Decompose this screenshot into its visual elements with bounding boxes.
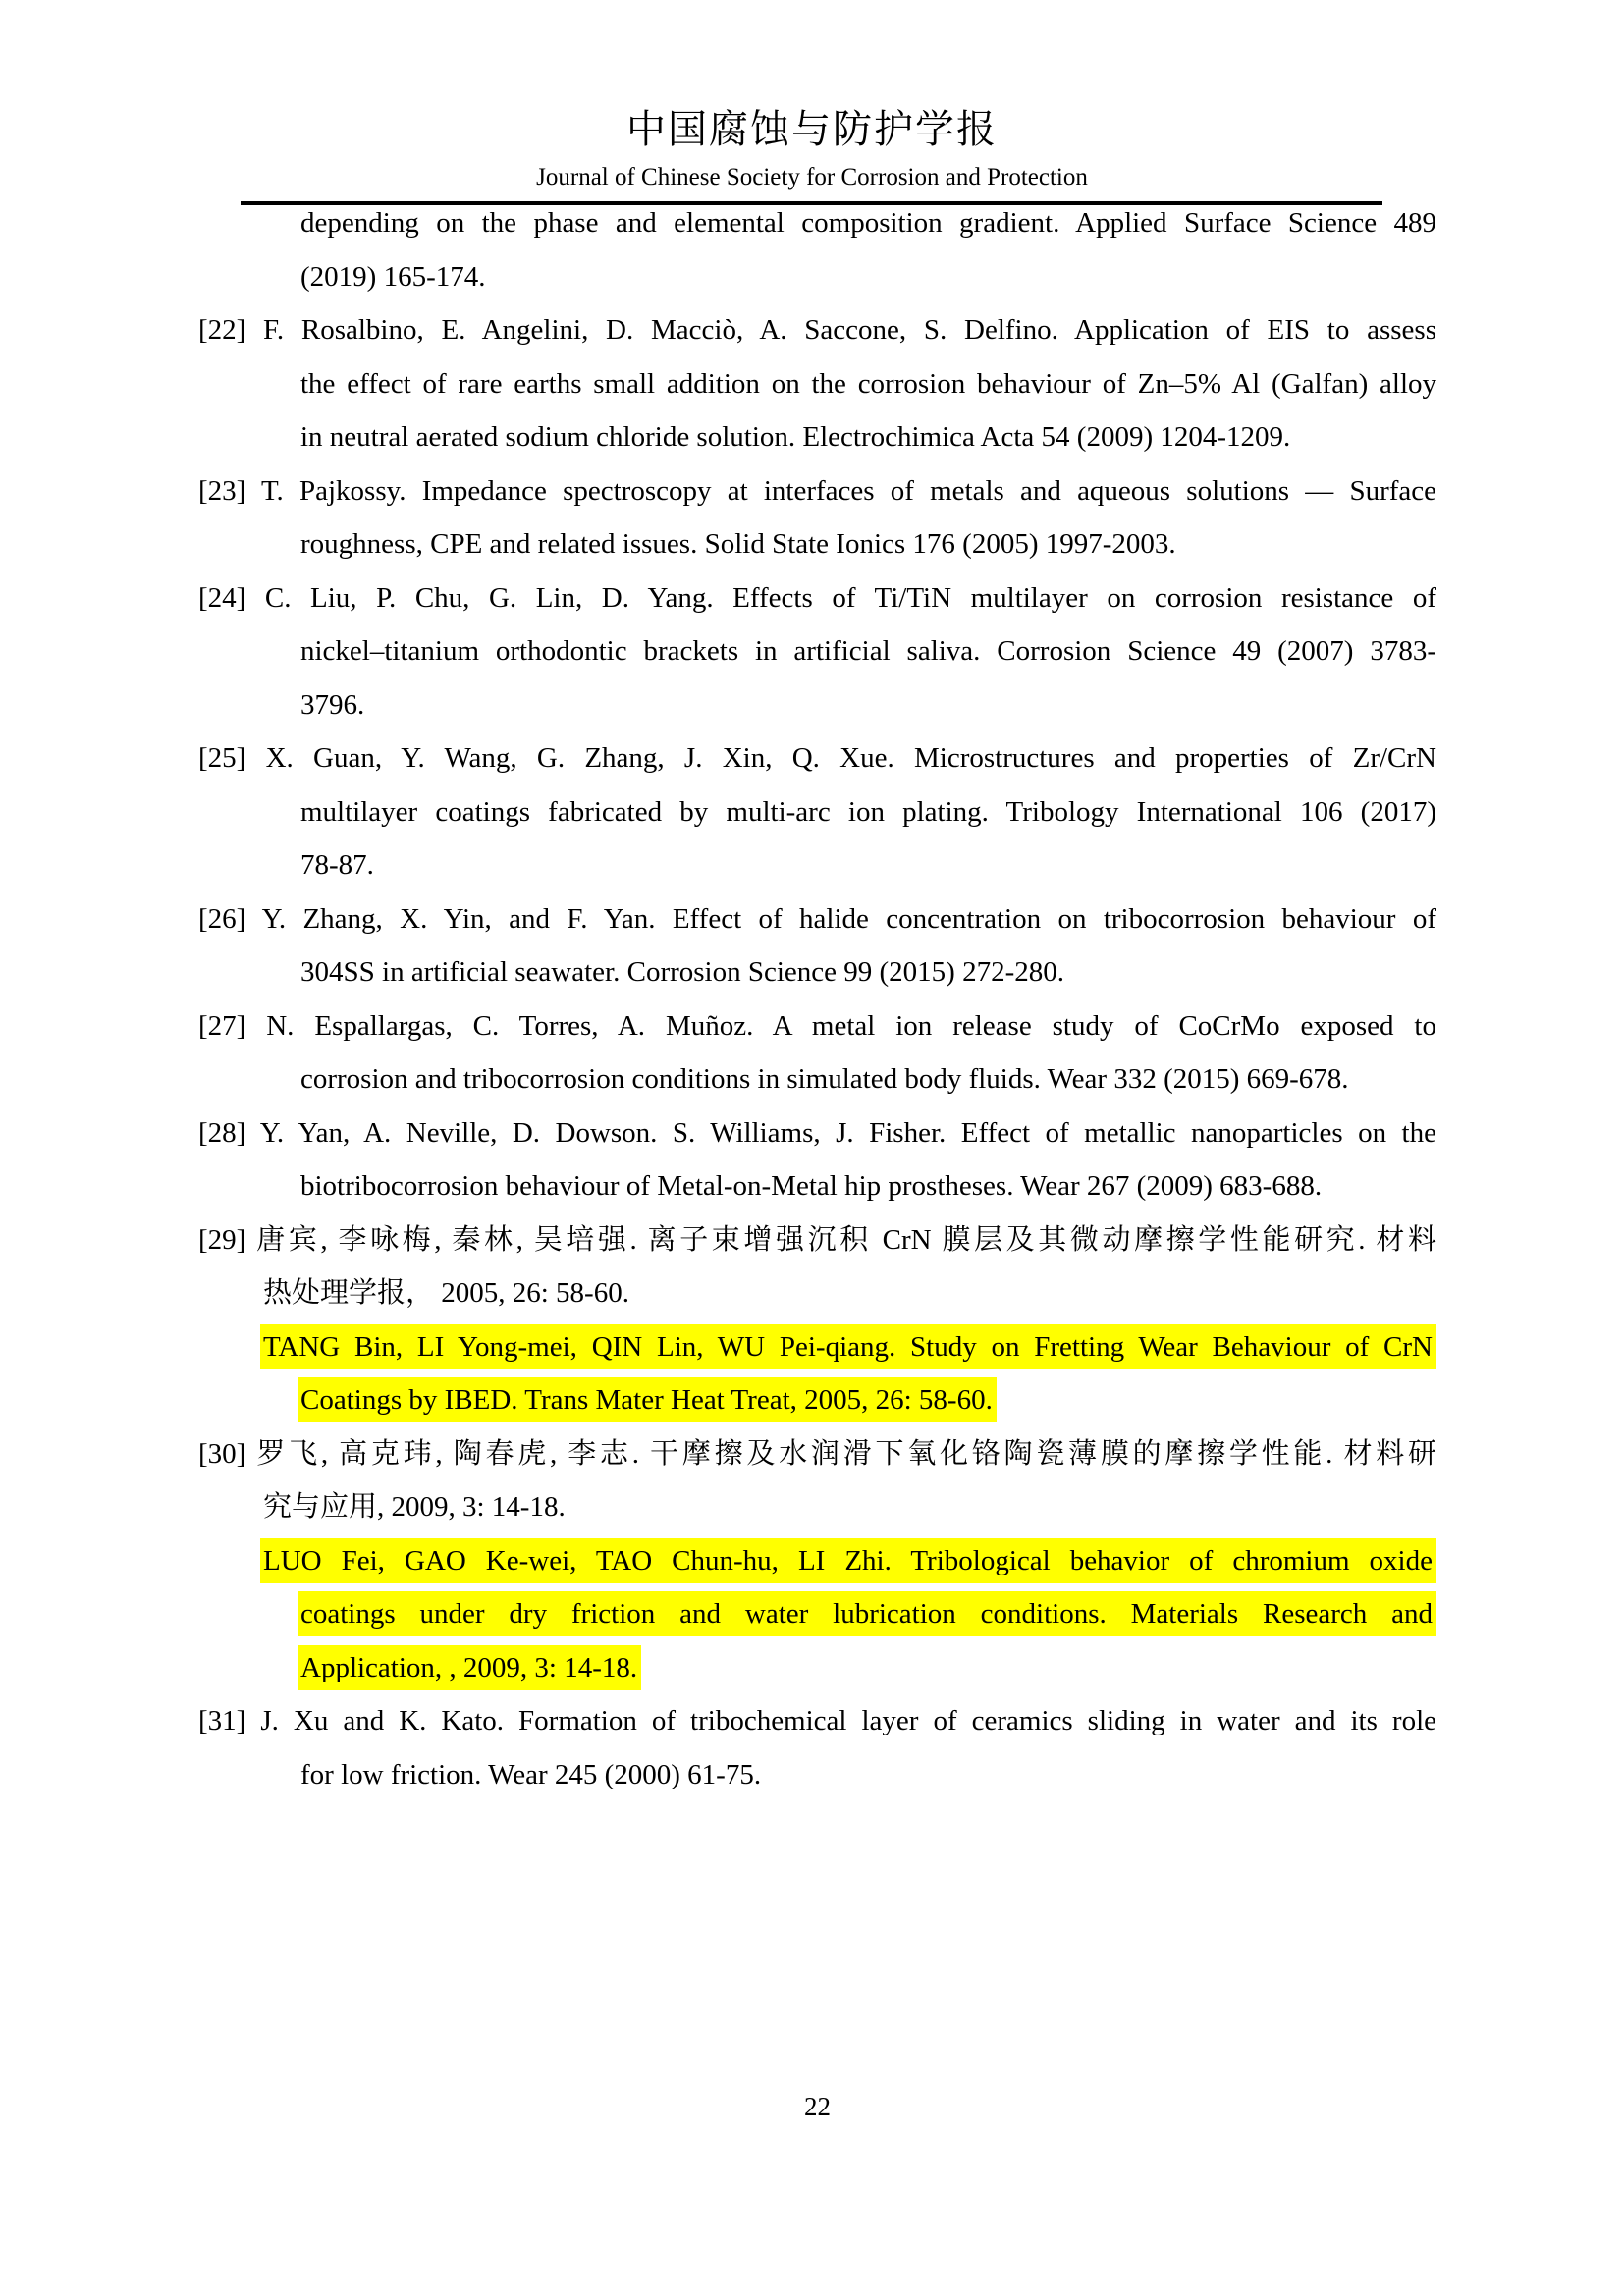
highlighted-text: Application, , 2009, 3: 14-18. [298,1645,641,1690]
reference-line-highlighted [198,1373,1436,1427]
reference-line-highlighted [198,1587,1436,1641]
reference-text: 3796. [300,688,365,721]
highlighted-text: coatings under dry friction and water lubrication conditions. Materials Research and [298,1591,1436,1636]
reference-text: [22] F. Rosalbino, E. Angelini, D. Macciò, A. Saccone, S. Delfino. Application of EIS to assess [198,314,1436,346]
reference-line [198,1427,1436,1481]
reference-text: in neutral aerated sodium chloride solution. Electrochimica Acta 54 (2009) 1204-1209. [300,421,1291,453]
journal-title-english: Journal of Chinese Society for Corrosion and Protection [536,164,1088,190]
reference-line [198,196,1436,250]
reference-text: (2019) 165-174. [300,260,486,293]
reference-line [198,892,1436,946]
reference-text: multilayer coatings fabricated by multi-arc ion plating. Tribology International 106 (2017) [300,795,1436,828]
reference-line [198,517,1436,571]
reference-text: [27] N. Espallargas, C. Torres, A. Muñoz. A metal ion release study of CoCrMo exposed to [198,1009,1436,1041]
reference-line [198,785,1436,839]
reference-line [198,678,1436,732]
reference-text: corrosion and tribocorrosion conditions in simulated body fluids. Wear 332 (2015) 669-678. [300,1063,1349,1095]
reference-text: nickel–titanium orthodontic brackets in artificial saliva. Corrosion Science 49 (2007) 3783- [300,635,1436,667]
reference-text: [28] Y. Yan, A. Neville, D. Dowson. S. Williams, J. Fisher. Effect of metallic nanoparticles on the [198,1116,1436,1148]
reference-text: [30] 罗飞, 高克玮, 陶春虎, 李志. 干摩擦及水润滑下氧化铬陶瓷薄膜的摩擦学性能. 材料研 [198,1437,1436,1469]
reference-line [198,464,1436,518]
highlighted-text: Coatings by IBED. Trans Mater Heat Treat, 2005, 26: 58-60. [298,1377,997,1422]
reference-line-highlighted [198,1320,1436,1374]
reference-text: [29] 唐宾, 李咏梅, 秦林, 吴培强. 离子束增强沉积 CrN 膜层及其微动摩擦学性能研究. 材料 [198,1223,1436,1255]
highlighted-text: TANG Bin, LI Yong-mei, QIN Lin, WU Pei-qiang. Study on Fretting Wear Behaviour of CrN [260,1324,1436,1369]
reference-text: for low friction. Wear 245 (2000) 61-75. [300,1758,762,1790]
highlighted-text: LUO Fei, GAO Ke-wei, TAO Chun-hu, LI Zhi. Tribological behavior of chromium oxide [260,1538,1436,1583]
reference-text: roughness, CPE and related issues. Solid State Ionics 176 (2005) 1997-2003. [300,528,1176,560]
reference-text: 78-87. [300,849,374,881]
reference-text: 304SS in artificial seawater. Corrosion Science 99 (2015) 272-280. [300,956,1065,988]
reference-line [198,838,1436,892]
reference-text: depending on the phase and elemental composition gradient. Applied Surface Science 489 [300,207,1436,239]
reference-text: the effect of rare earths small addition on the corrosion behaviour of Zn–5% Al (Galfan) alloy [300,367,1436,400]
reference-line [198,731,1436,785]
reference-line [198,571,1436,625]
reference-line [198,410,1436,464]
reference-text: [31] J. Xu and K. Kato. Formation of tribochemical layer of ceramics sliding in water and its role [198,1705,1436,1736]
reference-line [198,945,1436,999]
reference-text: [23] T. Pajkossy. Impedance spectroscopy at interfaces of metals and aqueous solutions — Surface [198,474,1436,507]
reference-line [198,1213,1436,1267]
reference-text: [25] X. Guan, Y. Wang, G. Zhang, J. Xin, Q. Xue. Microstructures and properties of Zr/CrN [198,742,1436,774]
page-number: 22 [804,2092,831,2121]
reference-line [198,1480,1436,1534]
reference-line [198,250,1436,304]
reference-line [198,1748,1436,1802]
reference-line-highlighted [198,1534,1436,1588]
reference-line [198,1052,1436,1106]
reference-line-highlighted [198,1641,1436,1695]
reference-text: biotribocorrosion behaviour of Metal-on-Metal hip prostheses. Wear 267 (2009) 683-688. [300,1170,1323,1201]
reference-line [198,357,1436,411]
reference-text: [24] C. Liu, P. Chu, G. Lin, D. Yang. Effects of Ti/TiN multilayer on corrosion resistance of [198,581,1436,614]
reference-line [198,303,1436,357]
reference-line [198,999,1436,1053]
references-list [198,196,1436,1801]
journal-title-chinese: 中国腐蚀与防护学报 [626,107,998,151]
reference-line [198,1106,1436,1160]
reference-text: [26] Y. Zhang, X. Yin, and F. Yan. Effect of halide concentration on tribocorrosion behaviour of [198,902,1436,934]
reference-line [198,1694,1436,1748]
reference-text: 热处理学报， 2005, 26: 58-60. [263,1277,629,1308]
reference-line [198,1159,1436,1213]
reference-line [198,1266,1436,1320]
reference-line [198,624,1436,678]
reference-text: 究与应用, 2009, 3: 14-18. [263,1491,566,1522]
